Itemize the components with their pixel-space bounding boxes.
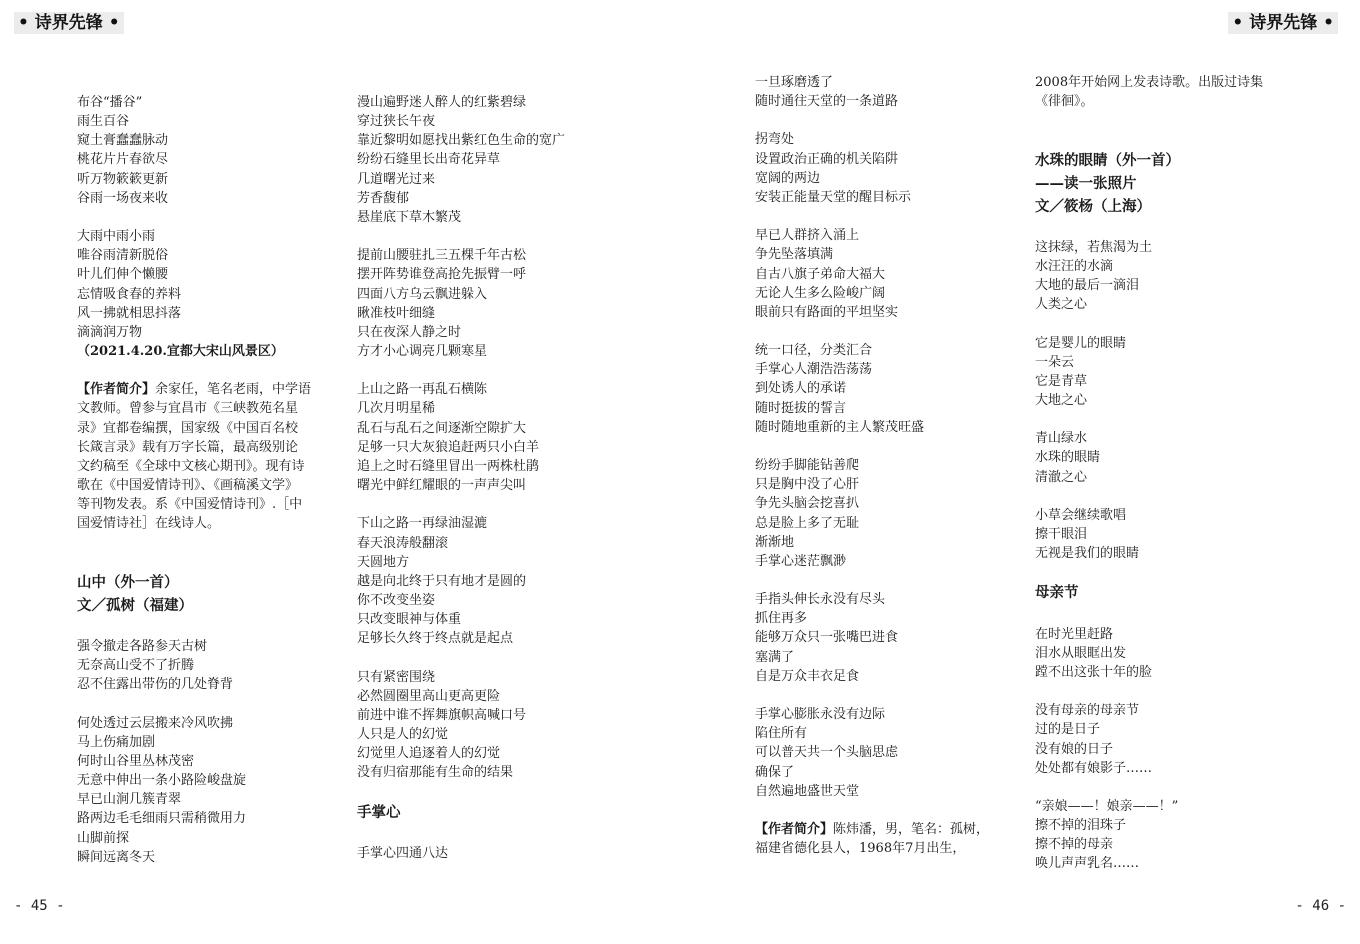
poem3-stanza-1 bbox=[357, 844, 617, 863]
text-line: 几道曙光过来 bbox=[357, 171, 436, 187]
text-line: 山脚前探 bbox=[77, 830, 130, 846]
poem5-title: 母亲节 bbox=[1035, 585, 1079, 602]
poem1-date: （2021.4.20.宜都大宋山风景区） bbox=[77, 344, 284, 360]
text-line: 唤儿声声乳名…… bbox=[1035, 856, 1140, 872]
text-line: 窥土膏蠢蠢脉动 bbox=[77, 133, 169, 149]
text-line: 设置政治正确的机关陷阱 bbox=[755, 151, 899, 167]
text-line: 总是脸上多了无耻 bbox=[755, 515, 860, 531]
text-line: 纷纷手脚能钻善爬 bbox=[755, 458, 860, 474]
text-line: 悬崖底下草木繁茂 bbox=[357, 209, 462, 225]
text-line: 马上伤痛加剧 bbox=[77, 734, 156, 750]
text-line: 芳香馥郁 bbox=[357, 190, 410, 206]
text-line: 足够长久终于终点就是起点 bbox=[357, 631, 514, 647]
text-line: 陷住所有 bbox=[755, 726, 808, 742]
text-line: 手指头伸长永没有尽头 bbox=[755, 592, 886, 608]
poem5-stanza-2 bbox=[1035, 701, 1295, 778]
text-line: 手掌心膨胀永没有边际 bbox=[755, 707, 886, 723]
text-line: 一朵云 bbox=[1035, 354, 1075, 370]
text-line: 幻觉里人追逐着人的幻觉 bbox=[357, 746, 501, 762]
text-line: 确保了 bbox=[755, 764, 795, 780]
text-line: 手掌心四通八达 bbox=[357, 845, 449, 861]
text-line: 几次月明星稀 bbox=[357, 401, 436, 417]
text-line: 桃花片片春欲尽 bbox=[77, 152, 169, 168]
header-left-title: • 诗界先锋 • bbox=[14, 12, 124, 34]
author-bio-1-first-line bbox=[77, 380, 327, 399]
poem2-stanza-1 bbox=[77, 637, 327, 694]
text-line: 无视是我们的眼睛 bbox=[1035, 546, 1140, 562]
poem4-stanza-2 bbox=[1035, 334, 1295, 411]
poem4-stanza-1 bbox=[1035, 238, 1295, 315]
text-line: 谷雨一场夜来收 bbox=[77, 190, 169, 206]
poem5-stanza-1 bbox=[1035, 625, 1295, 682]
text-line: 安装正能量天堂的醒目标示 bbox=[755, 189, 912, 205]
poem2-stanza-5 bbox=[357, 380, 617, 495]
poem4-subtitle: ——读一张照片 bbox=[1035, 175, 1137, 192]
text-line: 布谷“播谷” bbox=[77, 95, 143, 110]
column-1 bbox=[77, 93, 327, 867]
text-line: 蹚不出这张十年的脸 bbox=[1035, 664, 1153, 680]
text-line: 宽阔的两边 bbox=[755, 170, 821, 186]
poem3-stanza-3 bbox=[755, 130, 1000, 207]
text-line: 上山之路一再乱石横陈 bbox=[357, 382, 488, 398]
text-line: 足够一只大灰狼追赶两只小白羊 bbox=[357, 439, 540, 455]
poem3-stanza-2 bbox=[755, 73, 1000, 111]
text-line: 只在夜深人静之时 bbox=[357, 324, 462, 340]
text-line: 何处透过云层搬来冷风吹拂 bbox=[77, 715, 234, 731]
poem1-stanza-1 bbox=[77, 93, 327, 208]
bio-line: 录》宜都卷编撰，国家级《中国百名校 bbox=[77, 420, 299, 436]
text-line: 自是万众丰衣足食 bbox=[755, 668, 860, 684]
text-line: 漫山遍野迷人醉人的红紫碧绿 bbox=[357, 95, 527, 110]
text-line: 随时通往天堂的一条道路 bbox=[755, 94, 899, 110]
text-line: 人只是人的幻觉 bbox=[357, 727, 449, 743]
text-line: 春天浪涛般翻滚 bbox=[357, 535, 449, 551]
poem2-stanza-6 bbox=[357, 514, 617, 648]
text-line: 到处诱人的承诺 bbox=[755, 381, 847, 397]
bio-label: 【作者简介】 bbox=[755, 821, 834, 837]
text-line: 眼前只有路面的平坦坚实 bbox=[755, 304, 899, 320]
text-line: 路两边毛毛细雨只需稍微用力 bbox=[77, 811, 247, 827]
text-line: 随时挺拔的誓言 bbox=[755, 400, 847, 416]
text-line: 方才小心调亮几颗寒星 bbox=[357, 344, 488, 360]
text-line: 忘情吸食春的养料 bbox=[77, 286, 182, 302]
poem5-stanza-3 bbox=[1035, 797, 1295, 874]
text-line: 擦干眼泪 bbox=[1035, 527, 1088, 543]
text-line: 手掌心人潮浩浩荡荡 bbox=[755, 362, 873, 378]
text-line: 它是婴儿的眼睛 bbox=[1035, 335, 1127, 351]
text-line: 自古八旗子弟命大福大 bbox=[755, 266, 886, 282]
text-line: 统一口径，分类汇合 bbox=[755, 343, 873, 359]
text-line: 只改变眼神与体重 bbox=[357, 612, 462, 628]
bio-line: 等刊物发表。系《中国爱情诗刊》.［中 bbox=[77, 497, 303, 513]
bio-line: 长箴言录》载有万字长篇，最高级别论 bbox=[77, 439, 299, 455]
text-line: 越是向北终于只有地才是圆的 bbox=[357, 573, 527, 589]
text-line: 滴滴润万物 bbox=[77, 324, 143, 340]
text-line: 能够万众只一张嘴巴进食 bbox=[755, 630, 899, 646]
text-line: 这抹绿，若焦渴为土 bbox=[1035, 239, 1153, 255]
text-line: 唯谷雨清新脱俗 bbox=[77, 248, 169, 264]
text-line: 一旦琢磨透了 bbox=[755, 75, 834, 90]
text-line: 没有归宿那能有生命的结果 bbox=[357, 765, 514, 781]
text-line: 大地的最后一滴泪 bbox=[1035, 278, 1140, 294]
poem3-stanza-5 bbox=[755, 341, 1000, 437]
text-line: 拐弯处 bbox=[755, 132, 795, 148]
poem4-stanza-3 bbox=[1035, 429, 1295, 486]
bio-line: 文约稿至《全球中文核心期刊》。现有诗 bbox=[77, 458, 305, 474]
text-line: 《徘徊》。 bbox=[1035, 94, 1094, 110]
text-line: 瞬间远离冬天 bbox=[77, 849, 156, 865]
text-line: 大地之心 bbox=[1035, 392, 1088, 408]
author-bio-2-cont bbox=[1035, 73, 1295, 111]
text-line: 雨生百谷 bbox=[77, 114, 130, 130]
text-line: 大雨中雨小雨 bbox=[77, 229, 156, 245]
poem2-stanza-3 bbox=[357, 93, 617, 227]
text-line: 随时随地重新的主人繁茂旺盛 bbox=[755, 419, 925, 435]
text-line: 忍不住露出带伤的几处脊背 bbox=[77, 677, 234, 693]
text-line: 只是胸中没了心肝 bbox=[755, 477, 860, 493]
text-line: 没有母亲的母亲节 bbox=[1035, 703, 1140, 719]
column-3 bbox=[755, 73, 1000, 858]
text-line: 青山绿水 bbox=[1035, 431, 1088, 447]
text-line: 自然遍地盛世天堂 bbox=[755, 783, 860, 799]
poem3-title: 手掌心 bbox=[357, 804, 401, 821]
text-line: 四面八方乌云飘进躲入 bbox=[357, 286, 488, 302]
text-line: “亲娘——！娘亲——！” bbox=[1035, 799, 1179, 814]
poem3-stanza-7 bbox=[755, 590, 1000, 686]
author-bio-1 bbox=[77, 380, 327, 533]
column-2 bbox=[357, 93, 617, 863]
page-number-right: - 46 - bbox=[1295, 898, 1346, 914]
bio-line: 陈炜潘，男，笔名：孤树， bbox=[833, 821, 990, 837]
text-line: 何时山谷里丛林茂密 bbox=[77, 753, 195, 769]
text-line: 早已山涧几簇青翠 bbox=[77, 792, 182, 808]
poem2-stanza-7 bbox=[357, 668, 617, 783]
poem2-title: 山中（外一首） bbox=[77, 574, 179, 591]
page-number-left: - 45 - bbox=[14, 898, 65, 914]
poem4-stanza-4 bbox=[1035, 506, 1295, 563]
text-line: 争先头脑会挖喜扒 bbox=[755, 496, 860, 512]
text-line: 提前山腰驻扎三五棵千年古松 bbox=[357, 248, 527, 264]
text-line: 在时光里赶路 bbox=[1035, 626, 1114, 642]
poem4-title: 水珠的眼睛（外一首） bbox=[1035, 152, 1180, 169]
text-line: 无论人生多么险峻广阔 bbox=[755, 285, 886, 301]
text-line: 塞满了 bbox=[755, 649, 795, 665]
text-line: 2008年开始网上发表诗歌。出版过诗集 bbox=[1035, 75, 1264, 90]
author-bio-2-first-line bbox=[755, 820, 1000, 839]
text-line: 摆开阵势谁登高抢先振臂一呼 bbox=[357, 267, 527, 283]
text-line: 人类之心 bbox=[1035, 297, 1088, 313]
author-bio-2 bbox=[755, 820, 1000, 858]
text-line: 穿过狭长午夜 bbox=[357, 114, 436, 130]
text-line: 只有紧密围绕 bbox=[357, 669, 436, 685]
text-line: 追上之时石缝里冒出一两株杜鹃 bbox=[357, 458, 540, 474]
text-line: 无意中伸出一条小路险峻盘旋 bbox=[77, 773, 247, 789]
text-line: 它是青草 bbox=[1035, 373, 1088, 389]
bio-line: 福建省德化县人，1968年7月出生， bbox=[755, 841, 966, 857]
column-4 bbox=[1035, 73, 1295, 874]
text-line: 你不改变坐姿 bbox=[357, 593, 436, 609]
text-line: 处处都有娘影子…… bbox=[1035, 760, 1153, 776]
text-line: 水汪汪的水滴 bbox=[1035, 258, 1114, 274]
text-line: 瞅准枝叶细缝 bbox=[357, 305, 436, 321]
poem3-stanza-6 bbox=[755, 456, 1000, 571]
text-line: 渐渐地 bbox=[755, 534, 795, 550]
text-line: 早已人群挤入涌上 bbox=[755, 228, 860, 244]
bio-line: 国爱情诗社］在线诗人。 bbox=[77, 516, 221, 532]
text-line: 抓住再多 bbox=[755, 611, 808, 627]
text-line: 前进中谁不挥舞旗帜高喊口号 bbox=[357, 707, 527, 723]
text-line: 叶儿们伸个懒腰 bbox=[77, 267, 169, 283]
poem2-author: 文／孤树（福建） bbox=[77, 597, 193, 614]
text-line: 纷纷石缝里长出奇花异草 bbox=[357, 152, 501, 168]
bio-line: 文教师。曾参与宜昌市《三峡教苑名星 bbox=[77, 401, 299, 417]
text-line: 过的是日子 bbox=[1035, 722, 1101, 738]
text-line: 强令撤走各路参天古树 bbox=[77, 638, 208, 654]
text-line: 可以普天共一个头脑思虑 bbox=[755, 745, 899, 761]
text-line: 靠近黎明如愿找出紫红色生命的宽广 bbox=[357, 133, 566, 149]
poem2-stanza-2 bbox=[77, 714, 327, 867]
bio-label: 【作者简介】 bbox=[77, 382, 156, 398]
text-line: 擦不掉的泪珠子 bbox=[1035, 818, 1127, 834]
poem4-author: 文／筱杨（上海） bbox=[1035, 198, 1151, 215]
text-line: 风一拂就相思抖落 bbox=[77, 305, 182, 321]
text-line: 天圆地方 bbox=[357, 554, 410, 570]
text-line: 曙光中鲜红耀眼的一声声尖叫 bbox=[357, 478, 527, 494]
text-line: 争先坠落填满 bbox=[755, 247, 834, 263]
text-line: 手掌心迷茫飘渺 bbox=[755, 553, 847, 569]
bio-line: 余家任，笔名老雨，中学语 bbox=[155, 382, 312, 398]
poem1-stanza-2 bbox=[77, 227, 327, 342]
text-line: 擦不掉的母亲 bbox=[1035, 837, 1114, 853]
poem3-stanza-4 bbox=[755, 226, 1000, 322]
text-line: 水珠的眼睛 bbox=[1035, 450, 1101, 466]
text-line: 没有娘的日子 bbox=[1035, 741, 1114, 757]
text-line: 乱石与乱石之间逐渐空隙扩大 bbox=[357, 420, 527, 436]
text-line: 必然圆圈里高山更高更险 bbox=[357, 688, 501, 704]
text-line: 小草会继续歌唱 bbox=[1035, 507, 1127, 523]
text-line: 清澈之心 bbox=[1035, 469, 1088, 485]
bio-line: 歌在《中国爱情诗刊》、《画稿溪文学》 bbox=[77, 478, 299, 494]
text-line: 无奈高山受不了折腾 bbox=[77, 658, 195, 674]
text-line: 下山之路一再绿油湿漉 bbox=[357, 516, 488, 532]
poem3-stanza-8 bbox=[755, 705, 1000, 801]
poem2-stanza-4 bbox=[357, 246, 617, 361]
text-line: 泪水从眼眶出发 bbox=[1035, 645, 1127, 661]
header-right-title: • 诗界先锋 • bbox=[1228, 12, 1338, 34]
text-line: 听万物簌簌更新 bbox=[77, 171, 169, 187]
